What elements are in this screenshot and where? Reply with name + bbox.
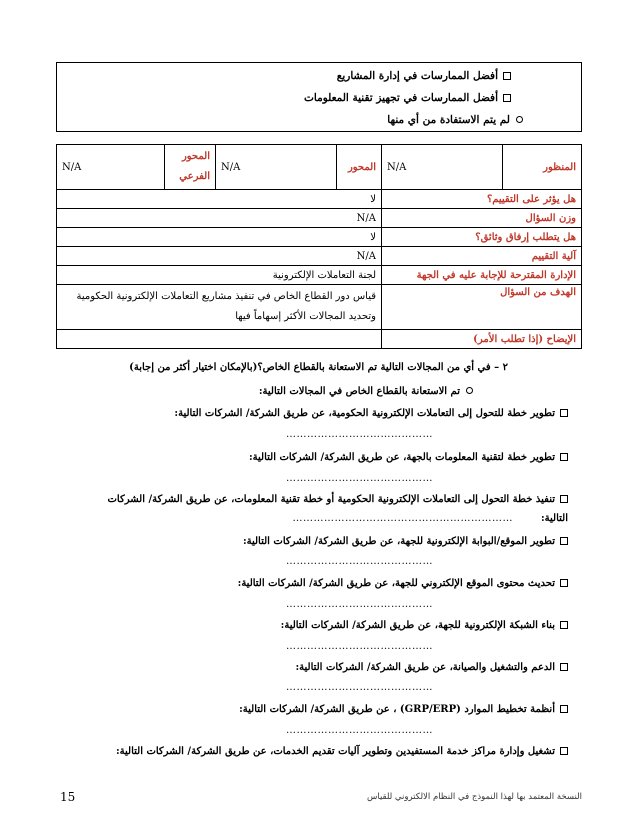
- option-it-equipment[interactable]: أفضل الممارسات في تجهيز تقنية المعلومات: [304, 92, 511, 104]
- options-box: [56, 62, 582, 132]
- subaxis-value: N/A: [57, 145, 165, 190]
- checkbox-icon[interactable]: [560, 747, 568, 755]
- fill-line[interactable]: ……………………………………: [286, 682, 433, 693]
- table-row-value: لجنة التعاملات الإلكترونية: [57, 266, 382, 285]
- axis-value: N/A: [216, 145, 337, 190]
- item-it-plan[interactable]: تطوير خطة لتقنية المعلومات بالجهة، عن طريق الشركة/ الشركات التالية:: [249, 452, 568, 463]
- radio-icon[interactable]: [516, 116, 523, 123]
- option-none[interactable]: لم يتم الاستفادة من أي منها: [387, 114, 523, 126]
- fill-line[interactable]: ……………………………………: [286, 599, 433, 610]
- fill-line[interactable]: ……………………………………: [286, 556, 433, 567]
- option-project-management[interactable]: أفضل الممارسات في إدارة المشاريع: [337, 70, 511, 82]
- item-implement-plan-cont: التالية:: [540, 513, 568, 524]
- checkbox-icon[interactable]: [560, 409, 568, 417]
- checkbox-icon[interactable]: [560, 663, 568, 671]
- checkbox-icon[interactable]: [560, 453, 568, 461]
- axis-label: المحور: [337, 145, 382, 190]
- footer-text: النسخة المعتمد بها لهذا النموذج في النظام الالكتروني للقياس: [367, 792, 582, 802]
- question-sub-option[interactable]: تم الاستعانة بالقطاع الخاص في المجالات التالية:: [259, 386, 473, 397]
- fill-line[interactable]: ……………………………………: [286, 473, 433, 484]
- checkbox-icon[interactable]: [503, 94, 511, 102]
- item-erp[interactable]: أنظمة تخطيط الموارد (GRP/ERP) ، عن طريق الشركة/ الشركات التالية:: [239, 704, 568, 715]
- radio-icon[interactable]: [466, 387, 473, 394]
- table-row-label: الإدارة المقترحة للإجابة عليه في الجهة: [382, 266, 582, 285]
- table-row-label: الهدف من السؤال: [382, 285, 582, 330]
- table-row-label: آلية التقييم: [382, 247, 582, 266]
- item-egov-plan[interactable]: تطوير خطة للتحول إلى التعاملات الإلكترونية الحكومية، عن طريق الشركة/ الشركات التالية:: [174, 408, 568, 419]
- checkbox-icon[interactable]: [560, 495, 568, 503]
- item-website[interactable]: تطوير الموقع/البوابة الإلكترونية للجهة، عن طريق الشركة/ الشركات التالية:: [243, 536, 568, 547]
- table-row-label: الإيضاح (إذا تطلب الأمر): [382, 330, 582, 349]
- subaxis-label: المحور الفرعي: [165, 145, 216, 190]
- perspective-label: المنظور: [503, 145, 582, 190]
- table-row-value: لا: [57, 228, 382, 247]
- checkbox-icon[interactable]: [503, 72, 511, 80]
- table-row-label: هل يؤثر على التقييم؟: [382, 190, 582, 209]
- perspective-value: N/A: [382, 145, 503, 190]
- page-number: 15: [60, 790, 76, 804]
- page-footer: [0, 790, 638, 810]
- table-row-value: لا: [57, 190, 382, 209]
- item-website-content[interactable]: تحديث محتوى الموقع الإلكتروني للجهة، عن طريق الشركة/ الشركات التالية:: [238, 578, 568, 589]
- fill-line[interactable]: ……………………………………: [286, 725, 433, 736]
- item-implement-plan[interactable]: تنفيذ خطة التحول إلى التعاملات الإلكترونية الحكومية أو خطة تقنية المعلومات، عن طريق الشركة/ الشركات: [108, 494, 568, 505]
- fill-line[interactable]: ……………………………………: [286, 641, 433, 652]
- checkbox-icon[interactable]: [560, 705, 568, 713]
- fill-line[interactable]: ………………………………………………………: [292, 513, 513, 524]
- checkbox-icon[interactable]: [560, 537, 568, 545]
- table-row-value: [57, 330, 382, 349]
- question-heading: ٢ – في أي من المجالات التالية تم الاستعانة بالقطاع الخاص؟(بالإمكان اختيار أكثر من إجابة): [129, 362, 508, 373]
- item-service-centers[interactable]: تشغيل وإدارة مراكز خدمة المستفيدين وتطوير آليات تقديم الخدمات، عن طريق الشركة/ الشركات التالية:: [116, 746, 568, 757]
- fill-line[interactable]: ……………………………………: [286, 429, 433, 440]
- table-row-value: قياس دور القطاع الخاص في تنفيذ مشاريع التعاملات الإلكترونية الحكومية وتحديد المجالات الأكثر إسهاماً فيها: [57, 285, 382, 330]
- checkbox-icon[interactable]: [560, 579, 568, 587]
- table-row-value: N/A: [57, 247, 382, 266]
- table-row-value: N/A: [57, 209, 382, 228]
- question-metadata-table: [56, 144, 582, 349]
- table-row-label: وزن السؤال: [382, 209, 582, 228]
- item-network[interactable]: بناء الشبكة الإلكترونية للجهة، عن طريق الشركة/ الشركات التالية:: [281, 620, 568, 631]
- table-row-label: هل يتطلب إرفاق وثائق؟: [382, 228, 582, 247]
- checkbox-icon[interactable]: [560, 621, 568, 629]
- item-support[interactable]: الدعم والتشغيل والصيانة، عن طريق الشركة/ الشركات التالية:: [295, 662, 568, 673]
